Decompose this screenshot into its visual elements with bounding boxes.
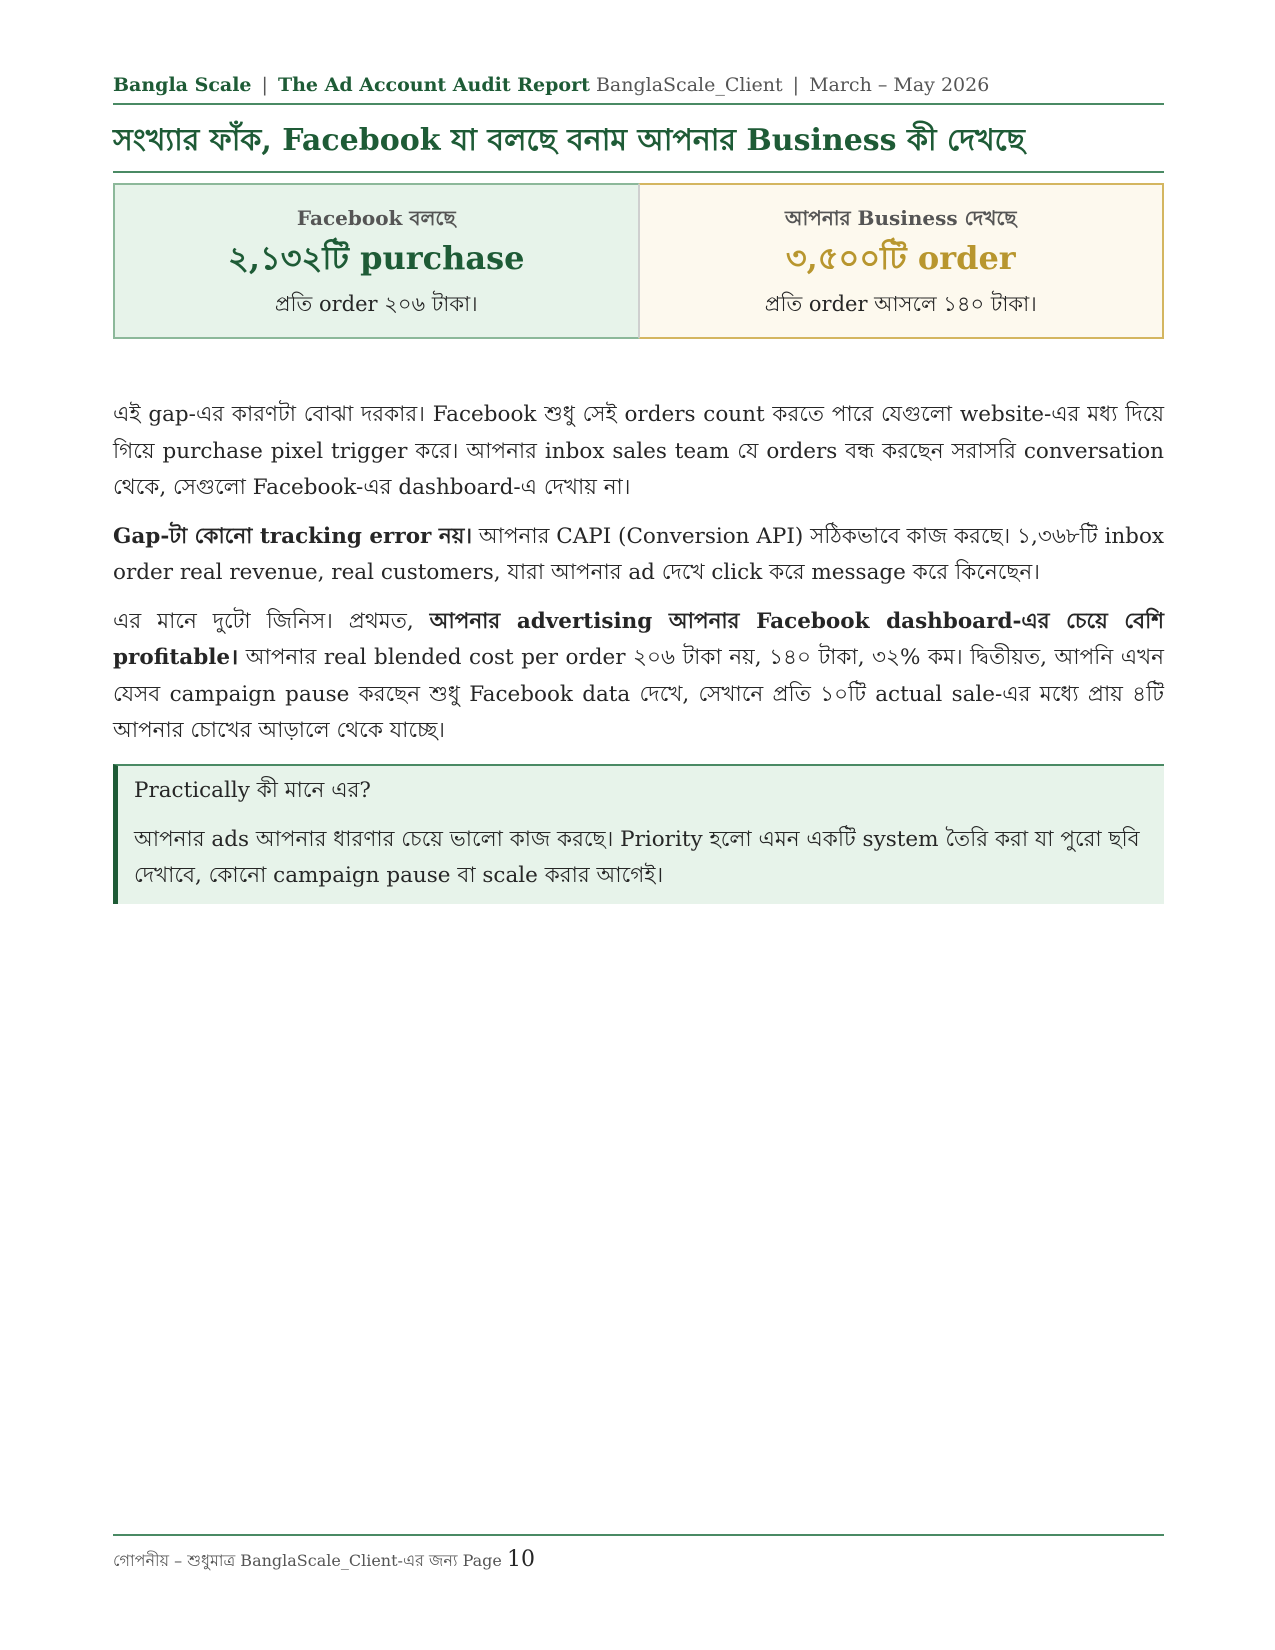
paragraph-2 bbox=[113, 519, 1164, 592]
business-value: ৩,৫০০টি order bbox=[785, 239, 1016, 277]
page-number: 10 bbox=[506, 1547, 535, 1572]
header-separator: | bbox=[261, 74, 268, 96]
paragraph-3-start: এর মানে দুটো জিনিস। প্রথমত, bbox=[113, 608, 430, 634]
business-sub: প্রতি order আসলে ১৪০ টাকা। bbox=[764, 292, 1037, 316]
brand-name: Bangla Scale bbox=[113, 74, 252, 96]
paragraph-3-rest: আপনার real blended cost per order ২০৬ টাকা নয়, ১৪০ টাকা, ৩২% কম। দ্বিতীয়ত, আপনি এখন যেসব campaign pause করছেন শুধু Facebook data দেখে, সেখানে প্রতি ১০টি actual sale-এর মধ্যে প্রায় ৪টি আপনার চোখের আড়ালে থেকে যাচ্ছে। bbox=[113, 645, 1164, 743]
business-label: আপনার Business দেখছে bbox=[784, 206, 1017, 230]
callout-box bbox=[113, 764, 1164, 904]
paragraph-3-bold: আপনার advertising আপনার Facebook dashboard-এর চেয়ে বেশি profitable। bbox=[113, 608, 1164, 670]
facebook-card bbox=[113, 183, 639, 339]
page-title: সংখ্যার ফাঁক, Facebook যা বলছে বনাম আপনার Business কী দেখছে bbox=[113, 121, 1164, 173]
business-card bbox=[639, 183, 1165, 339]
paragraph-2-bold: Gap-টা কোনো tracking error নয়। bbox=[113, 523, 473, 549]
paragraph-1: এই gap-এর কারণটা বোঝা দরকার। Facebook শুধু সেই orders count করতে পারে যেগুলো website-এর মধ্য দিয়ে গিয়ে purchase pixel trigger করে। আপনার inbox sales team যে orders বন্ধ করছেন সরাসরি conversation থেকে, সেগুলো Facebook-এর dashboard-এ দেখায় না। bbox=[113, 402, 1164, 500]
report-title: The Ad Account Audit Report bbox=[277, 74, 590, 96]
footer-text: গোপনীয় – শুধুমাত্র BanglaScale_Client-এর জন্য Page bbox=[113, 1551, 502, 1570]
client-name: BanglaScale_Client bbox=[595, 74, 783, 96]
facebook-value: ২,১৩২টি purchase bbox=[228, 239, 525, 277]
facebook-sub: প্রতি order ২০৬ টাকা। bbox=[274, 292, 478, 316]
callout-title: Practically কী মানে এর? bbox=[134, 777, 371, 803]
report-period: March – May 2026 bbox=[809, 74, 990, 96]
paragraph-3 bbox=[113, 604, 1164, 750]
page bbox=[113, 70, 1164, 904]
paragraph-2-rest: আপনার CAPI (Conversion API) সঠিকভাবে কাজ করছে। ১,৩৬৮টি inbox order real revenue, real customers, যারা আপনার ad দেখে click করে message করে কিনেছেন। bbox=[113, 523, 1165, 585]
header-separator-2: | bbox=[792, 74, 800, 96]
callout-body: আপনার ads আপনার ধারণার চেয়ে ভালো কাজ করছে। Priority হলো এমন একটি system তৈরি করা যা পুরো ছবি দেখাবে, কোনো campaign pause বা scale করার আগেই। bbox=[134, 826, 1140, 888]
running-header bbox=[113, 70, 1164, 105]
page-footer bbox=[113, 1534, 1164, 1575]
comparison-panel bbox=[113, 183, 1164, 339]
facebook-label: Facebook বলছে bbox=[296, 206, 456, 230]
